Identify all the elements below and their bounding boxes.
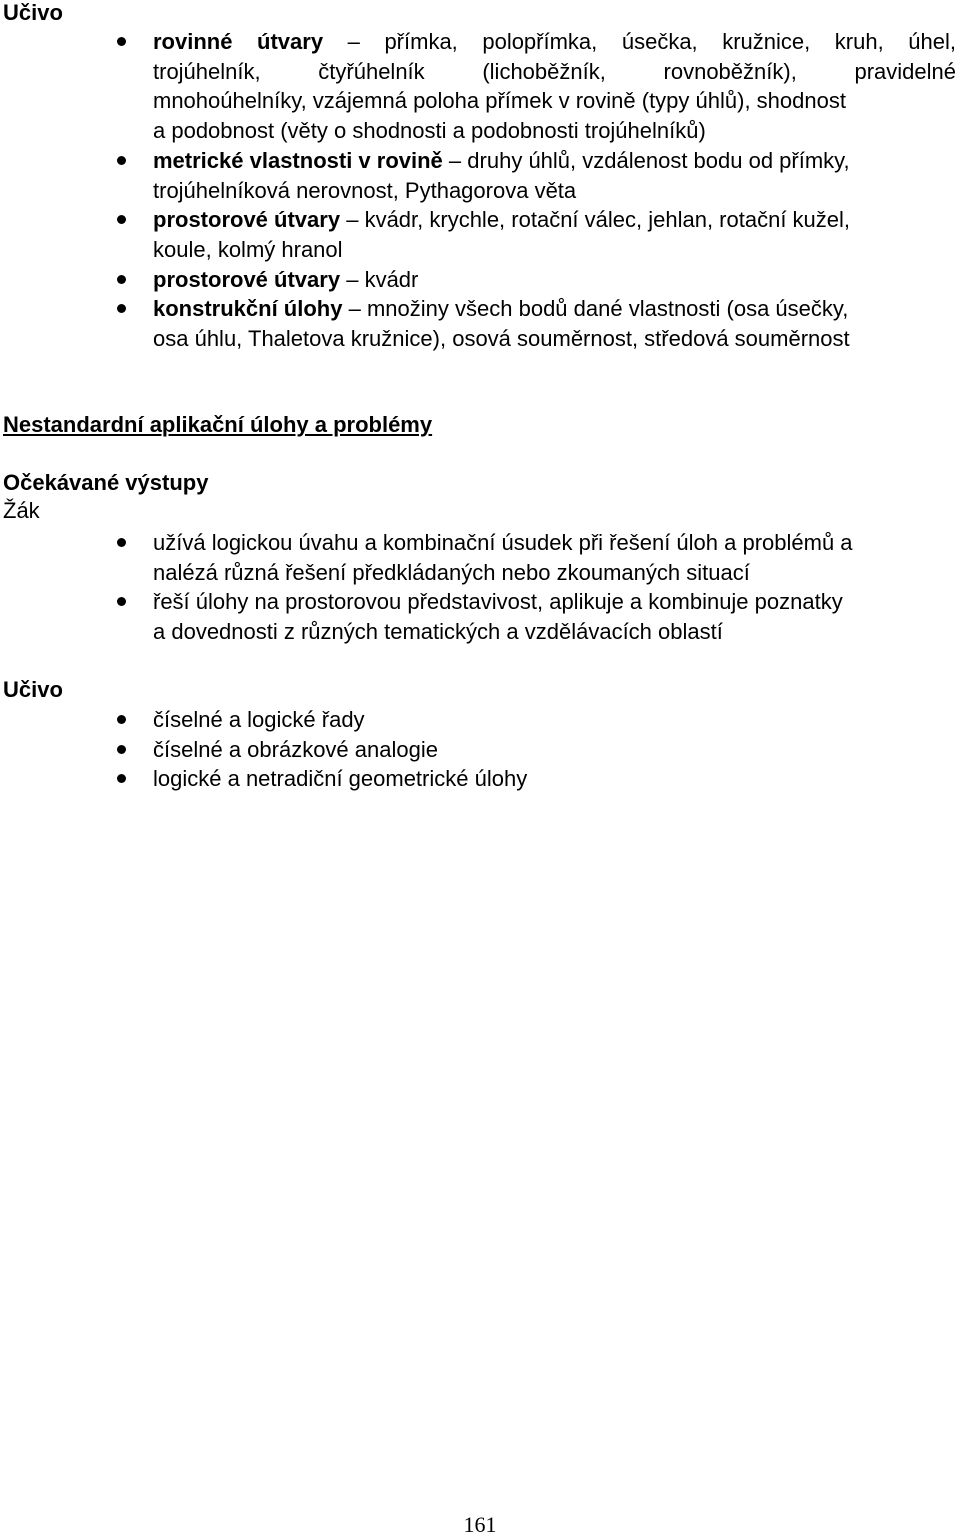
item-text-line: druhy úhlů, vzdálenost bodu od přímky,: [467, 147, 850, 173]
curriculum-list: [0, 27, 960, 354]
list-item: [0, 27, 960, 146]
item-text-line: množiny všech bodů dané vlastnosti (osa úsečky,: [366, 296, 849, 322]
item-text-line: a podobnost (věty o shodnosti a podobnosti trojúhelníků): [153, 118, 706, 144]
item-dash: –: [346, 207, 359, 233]
item-keyword: rovinné útvary: [153, 29, 324, 54]
item-text-line: mnohoúhelníky, vzájemná poloha přímek v rovině (typy úhlů), shodnost: [153, 88, 846, 114]
item-text-line: koule, kolmý hranol: [153, 236, 343, 262]
list-item: [0, 528, 960, 587]
item-text-line: trojúhelník, čtyřúhelník (lichoběžník, rovnoběžník), pravidelné: [153, 58, 956, 84]
item-text-line: logické a netradiční geometrické úlohy: [153, 766, 528, 792]
bullet-icon: [117, 215, 126, 224]
bullet-icon: [117, 745, 126, 754]
curriculum-heading: Učivo: [3, 677, 63, 702]
bullet-icon: [117, 156, 126, 165]
item-keyword: metrické vlastnosti v rovině: [153, 147, 443, 173]
list-item: [0, 587, 960, 646]
page-number: 161: [463, 1512, 497, 1537]
item-text-line: osa úhlu, Thaletova kružnice), osová souměrnost, středová souměrnost: [153, 326, 850, 352]
item-text-line: nalézá různá řešení předkládaných nebo zkoumaných situací: [153, 559, 750, 585]
list-item: [0, 764, 960, 794]
item-text-line: řeší úlohy na prostorovou představivost, aplikuje a kombinuje poznatky: [153, 589, 843, 615]
item-text-line: kvádr: [364, 266, 419, 292]
item-dash: –: [346, 266, 359, 292]
item-dash: –: [448, 147, 462, 173]
item-text-line: číselné a logické řady: [153, 707, 365, 732]
bullet-icon: [117, 597, 126, 606]
list-item: [0, 705, 960, 735]
bullet-icon: [117, 715, 126, 724]
item-text-line: kvádr, krychle, rotační válec, jehlan, rotační kužel,: [364, 207, 851, 233]
outcomes-heading: Očekávané výstupy: [3, 470, 209, 495]
bullet-icon: [117, 304, 126, 313]
section-title: Nestandardní aplikační úlohy a problémy: [3, 412, 433, 437]
curriculum-heading: Učivo: [3, 0, 63, 25]
item-text-line: trojúhelníková nerovnost, Pythagorova věta: [153, 177, 577, 203]
item-dash: –: [348, 296, 361, 322]
list-item: [0, 735, 960, 765]
item-text-line: přímka, polopřímka, úsečka, kružnice, kruh, úhel,: [384, 29, 956, 54]
item-text-line: užívá logickou úvahu a kombinační úsudek při řešení úloh a problémů a: [153, 530, 853, 555]
item-keyword: prostorové útvary: [153, 266, 341, 292]
bullet-icon: [117, 37, 126, 46]
list-item: [0, 205, 960, 264]
list-item: [0, 146, 960, 205]
pupil-label: Žák: [3, 498, 40, 523]
bullet-icon: [117, 538, 126, 547]
list-item: [0, 265, 960, 295]
outcomes-list: [0, 528, 960, 647]
bullet-icon: [117, 774, 126, 783]
item-text-line: číselné a obrázkové analogie: [153, 736, 438, 762]
bullet-icon: [117, 275, 126, 284]
curriculum-list: [0, 705, 960, 794]
item-dash: –: [347, 29, 360, 54]
item-text-line: a dovednosti z různých tematických a vzdělávacích oblastí: [153, 619, 723, 645]
item-keyword: konstrukční úlohy: [153, 296, 343, 322]
item-keyword: prostorové útvary: [153, 207, 341, 233]
list-item: [0, 294, 960, 353]
